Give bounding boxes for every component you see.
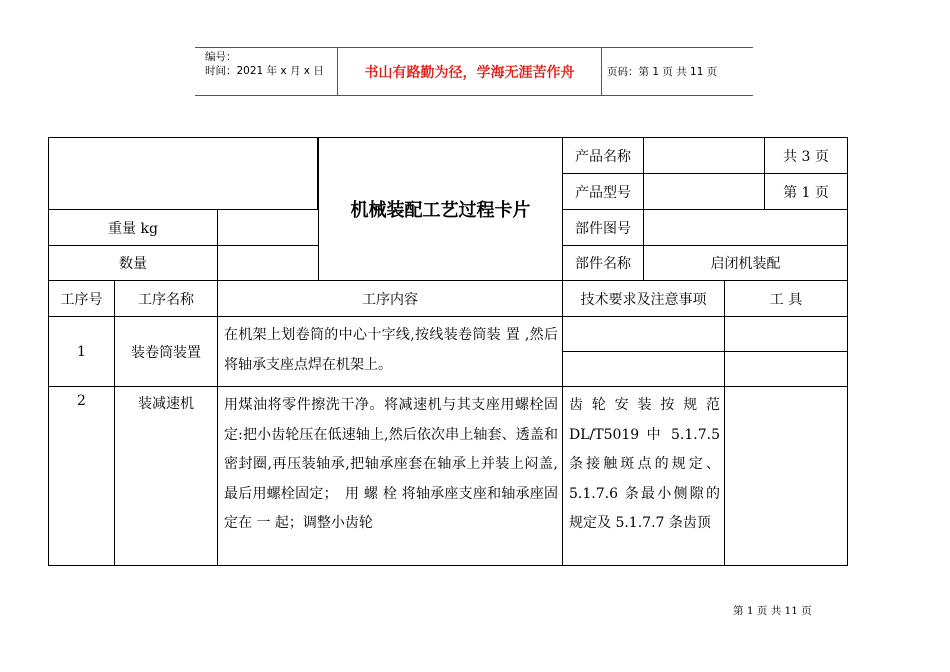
header-motto: 书山有路勤为径，学海无涯苦作舟: [337, 48, 602, 95]
page-header: [195, 47, 753, 96]
page-number: 第 1 页: [764, 173, 848, 210]
row1-tools-extra: [724, 351, 848, 387]
col-header-requirements: 技术要求及注意事项: [562, 280, 725, 317]
col-header-tools: 工 具: [724, 280, 848, 317]
product-model-label: 产品型号: [562, 173, 644, 210]
product-model-value: [643, 173, 765, 210]
part-name-label: 部件名称: [562, 245, 644, 281]
col-header-name: 工序名称: [114, 280, 218, 317]
row1-requirements-extra: [562, 351, 725, 387]
row1-requirements: [562, 316, 725, 352]
header-page-info: 页码：第 1 页 共 11 页: [607, 66, 718, 78]
row2-requirements: 齿轮安装按规范 DL/T5019 中 5.1.7.5 条接触斑点的规定、5.1.7.6 条最小侧隙的规定及 5.1.7.7 条齿顶: [562, 386, 725, 566]
weight-value: [217, 209, 319, 246]
row1-tools: [724, 316, 848, 352]
quantity-value: [217, 245, 319, 281]
total-pages: 共 3 页: [764, 137, 848, 174]
col-header-content: 工序内容: [217, 280, 563, 317]
row1-content: 在机架上划卷筒的中心十字线,按线装卷筒装 置 ,然后将轴承支座点焊在机架上。: [217, 316, 563, 387]
header-meta: [195, 48, 337, 95]
blank-cell: [48, 137, 318, 210]
weight-label: 重量 kg: [48, 209, 218, 246]
row1-no: 1: [48, 316, 115, 387]
product-name-label: 产品名称: [562, 137, 644, 174]
row2-name: 装减速机: [114, 386, 218, 566]
row1-name: 装卷筒装置: [114, 316, 218, 387]
page-footer: 第 1 页 共 11 页: [733, 605, 812, 617]
part-name-value: 启闭机装配: [643, 245, 848, 281]
part-drawing-value: [643, 209, 848, 246]
card-title: 机械装配工艺过程卡片: [318, 137, 563, 281]
row2-tools: [724, 386, 848, 566]
number-label: 编号：: [205, 51, 237, 63]
part-drawing-label: 部件图号: [562, 209, 644, 246]
quantity-label: 数量: [48, 245, 218, 281]
product-name-value: [643, 137, 765, 174]
row2-content: 用煤油将零件擦洗干净。将减速机与其支座用螺栓固定:把小齿轮压在低速轴上,然后依次串上轴套、透盖和密封圈,再压装轴承,把轴承座套在轴承上并装上闷盖,最后用螺栓固定； 用 螺 栓 将轴承座支座和轴承座固定在 一 起；调整小齿轮: [217, 386, 563, 566]
row2-no: 2: [48, 386, 115, 566]
time-label: 时间：2021 年 x 月 x 日: [205, 65, 324, 77]
col-header-no: 工序号: [48, 280, 115, 317]
